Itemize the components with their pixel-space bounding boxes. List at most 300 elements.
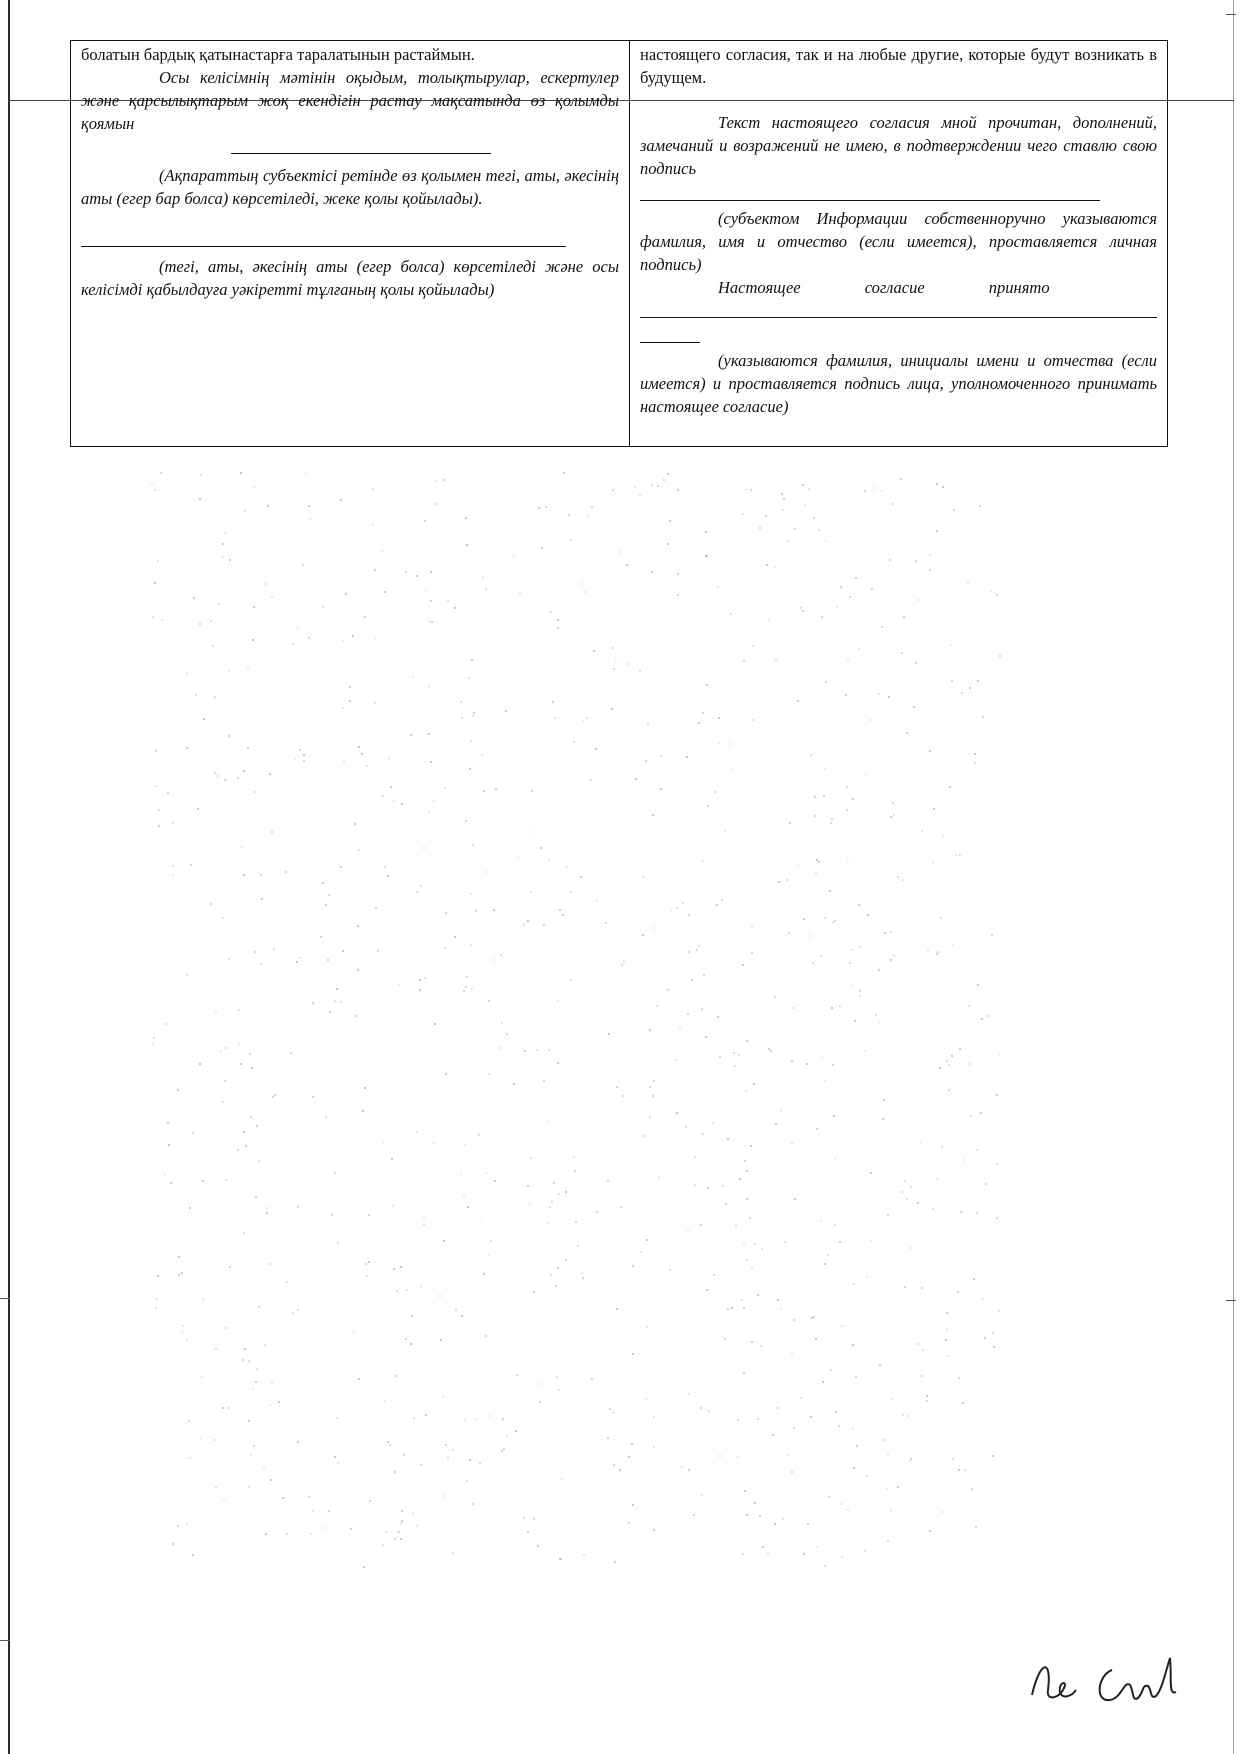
- noise-dot: [242, 1359, 244, 1361]
- noise-dot: [669, 520, 671, 522]
- noise-dot: [960, 1211, 962, 1213]
- noise-dot: [445, 912, 447, 914]
- noise-dot: [853, 1283, 855, 1285]
- noise-dot: [565, 1259, 567, 1261]
- noise-dot: [887, 1214, 889, 1216]
- noise-dot: [488, 1254, 490, 1256]
- noise-dot: [482, 577, 484, 579]
- noise-dot: [587, 516, 589, 518]
- ru-para1: Текст настоящего согласия мной прочитан, дополнений, замечаний и возражений не имею, в подтверждении чего ставлю свою подпись: [640, 113, 1157, 178]
- noise-dot: [530, 891, 532, 893]
- noise-dot: [238, 1009, 240, 1011]
- noise-dot: [460, 701, 462, 703]
- noise-dot: [765, 515, 767, 517]
- noise-dot: [596, 900, 598, 902]
- noise-dot: [308, 505, 310, 507]
- noise-dot: [384, 866, 386, 868]
- noise-dot: [363, 1566, 365, 1568]
- noise-dot: [463, 990, 465, 992]
- noise-dot: [952, 1458, 954, 1460]
- noise-dot: [334, 1172, 336, 1174]
- noise-dot: [186, 974, 188, 976]
- noise-dot: [472, 844, 474, 846]
- noise-dot: [552, 701, 554, 703]
- noise-dot: [254, 791, 256, 793]
- noise-dot: [858, 904, 860, 906]
- noise-dot: [821, 616, 823, 618]
- kz-line1: болатын бардық қатынастарға таралатынын растаймын.: [81, 45, 475, 64]
- noise-dot: [839, 1005, 841, 1007]
- noise-dot: [252, 639, 254, 641]
- noise-dot: [501, 1022, 503, 1024]
- noise-dot: [424, 520, 426, 522]
- noise-dot: [948, 1064, 950, 1066]
- noise-dot: [694, 1184, 696, 1186]
- noise-dot: [357, 925, 359, 927]
- noise-dot: [591, 506, 593, 508]
- noise-dot: [820, 955, 822, 957]
- noise-dot: [461, 717, 463, 719]
- noise-dot: [201, 1376, 203, 1378]
- noise-dot: [157, 1275, 159, 1277]
- noise-dot: [181, 1272, 183, 1274]
- noise-dot: [929, 1530, 931, 1532]
- noise-dot: [495, 788, 497, 790]
- noise-dot: [228, 958, 230, 960]
- scan-edge-left: [8, 0, 10, 1754]
- noise-dot: [649, 1086, 651, 1088]
- noise-dot: [252, 1388, 254, 1390]
- noise-dot: [299, 957, 301, 959]
- noise-dot: [735, 1225, 737, 1227]
- noise-dot: [746, 1040, 748, 1042]
- noise-dot: [878, 693, 880, 695]
- noise-dot: [506, 1033, 508, 1035]
- noise-dot: [485, 871, 487, 873]
- noise-dot: [942, 486, 944, 488]
- noise-dot: [384, 591, 386, 593]
- noise-dot: [423, 1217, 425, 1219]
- noise-dot: [752, 719, 754, 721]
- noise-dot: [256, 1368, 258, 1370]
- noise-dot: [810, 754, 812, 756]
- noise-dot: [547, 1121, 549, 1123]
- noise-dot: [870, 1240, 872, 1242]
- noise-dot: [547, 1222, 549, 1224]
- noise-dot: [391, 1399, 393, 1401]
- noise-dot: [395, 1375, 397, 1377]
- noise-dot: [698, 722, 700, 724]
- noise-dot: [423, 1224, 425, 1226]
- noise-dot: [729, 743, 731, 745]
- noise-dot: [217, 775, 219, 777]
- noise-dot: [940, 917, 942, 919]
- ru-para4: (указываются фамилия, инициалы имени и отчества (если имеется) и проставляется подпись лица, уполномоченного принимать настоящее согласие): [640, 351, 1157, 416]
- noise-dot: [893, 814, 895, 816]
- noise-dot: [847, 660, 849, 662]
- noise-dot: [366, 765, 368, 767]
- noise-dot: [410, 734, 412, 736]
- noise-dot: [420, 1464, 422, 1466]
- noise-dot: [904, 1286, 906, 1288]
- noise-dot: [721, 899, 723, 901]
- noise-dot: [743, 1372, 745, 1374]
- noise-dot: [416, 1525, 418, 1527]
- noise-dot: [724, 1338, 726, 1340]
- kazakh-column: [71, 41, 630, 447]
- noise-dot: [973, 1278, 975, 1280]
- noise-dot: [550, 611, 552, 613]
- noise-dot: [324, 1527, 326, 1529]
- noise-dot: [443, 1495, 445, 1497]
- noise-dot: [240, 472, 242, 474]
- kz-para3: (тегі, аты, әкесінің аты (егер болса) көрсетіледі және осы келісімді қабылдауға уәкіретті тұлғаның қолы қойылады): [81, 257, 619, 299]
- noise-dot: [884, 932, 886, 934]
- noise-dot: [712, 1122, 714, 1124]
- noise-dot: [431, 621, 433, 623]
- noise-dot: [501, 1450, 503, 1452]
- noise-dot: [887, 1454, 889, 1456]
- noise-dot: [766, 564, 768, 566]
- noise-dot: [527, 1185, 529, 1187]
- noise-dot: [466, 544, 468, 546]
- noise-dot: [285, 871, 287, 873]
- noise-dot: [214, 1439, 216, 1441]
- noise-dot: [832, 921, 834, 923]
- noise-dot: [582, 1277, 584, 1279]
- noise-dot: [847, 861, 849, 863]
- noise-dot: [478, 1134, 480, 1136]
- noise-dot: [244, 1348, 246, 1350]
- noise-dot: [494, 1180, 496, 1182]
- noise-dot: [225, 1047, 227, 1049]
- noise-dot: [977, 984, 979, 986]
- noise-dot: [982, 716, 984, 718]
- noise-dot: [210, 620, 212, 622]
- noise-dot: [557, 619, 559, 621]
- noise-dot: [267, 505, 269, 507]
- noise-dot: [273, 948, 275, 950]
- noise-dot: [820, 1220, 822, 1222]
- noise-dot: [832, 1064, 834, 1066]
- noise-dot: [883, 1099, 885, 1101]
- noise-dot: [793, 1427, 795, 1429]
- noise-dot: [986, 1015, 988, 1017]
- noise-dot: [394, 1538, 396, 1540]
- noise-dot: [789, 822, 791, 824]
- noise-dot: [814, 796, 816, 798]
- noise-dot: [926, 1395, 928, 1397]
- noise-dot: [947, 1355, 949, 1357]
- noise-dot: [730, 613, 732, 615]
- noise-dot: [890, 1509, 892, 1511]
- noise-dot: [214, 696, 216, 698]
- noise-dot: [505, 710, 507, 712]
- noise-dot: [337, 1242, 339, 1244]
- noise-dot: [190, 864, 192, 866]
- noise-dot: [465, 986, 467, 988]
- noise-dot: [660, 788, 662, 790]
- noise-dot: [691, 979, 693, 981]
- noise-dot: [635, 778, 637, 780]
- noise-dot: [493, 959, 495, 961]
- noise-dot: [824, 768, 826, 770]
- noise-dot: [468, 677, 470, 679]
- noise-dot: [260, 963, 262, 965]
- noise-dot: [420, 1285, 422, 1287]
- noise-dot: [774, 566, 776, 568]
- noise-dot: [192, 1132, 194, 1134]
- noise-dot: [871, 588, 873, 590]
- noise-dot: [891, 1398, 893, 1400]
- noise-dot: [189, 1457, 191, 1459]
- noise-dot: [784, 1241, 786, 1243]
- noise-dot: [471, 988, 473, 990]
- noise-dot: [385, 1531, 387, 1533]
- noise-dot: [804, 504, 806, 506]
- noise-dot: [312, 1002, 314, 1004]
- noise-dot: [808, 488, 810, 490]
- noise-dot: [782, 509, 784, 511]
- noise-dot: [575, 1221, 577, 1223]
- noise-dot: [717, 586, 719, 588]
- noise-dot: [677, 594, 679, 596]
- noise-dot: [222, 543, 224, 545]
- noise-dot: [881, 490, 883, 492]
- noise-dot: [419, 979, 421, 981]
- noise-dot: [168, 1144, 170, 1146]
- noise-dot: [222, 917, 224, 919]
- noise-dot: [553, 1182, 555, 1184]
- noise-dot: [369, 1500, 371, 1502]
- noise-dot: [653, 1446, 655, 1448]
- noise-dot: [950, 644, 952, 646]
- noise-dot: [203, 718, 205, 720]
- noise-dot: [481, 1220, 483, 1222]
- noise-dot: [768, 619, 770, 621]
- noise-dot: [591, 1378, 593, 1380]
- noise-dot: [195, 694, 197, 696]
- noise-dot: [951, 680, 953, 682]
- noise-dot: [265, 583, 267, 585]
- noise-dot: [652, 814, 654, 816]
- noise-dot: [942, 835, 944, 837]
- noise-dot: [800, 607, 802, 609]
- noise-dot: [193, 597, 195, 599]
- noise-dot: [406, 1289, 408, 1291]
- noise-dot: [761, 1248, 763, 1250]
- noise-dot: [251, 1067, 253, 1069]
- noise-dot: [470, 893, 472, 895]
- ru-accept-line: [640, 301, 1157, 318]
- noise-dot: [382, 795, 384, 797]
- noise-dot: [685, 1126, 687, 1128]
- noise-dot: [152, 616, 154, 618]
- noise-dot: [156, 1298, 158, 1300]
- noise-dot: [731, 1307, 733, 1309]
- noise-dot: [693, 1514, 695, 1516]
- noise-dot: [967, 581, 969, 583]
- noise-dot: [412, 1513, 414, 1515]
- noise-dot: [640, 1251, 642, 1253]
- noise-dot: [632, 1504, 634, 1506]
- noise-dot: [342, 707, 344, 709]
- noise-dot: [248, 1420, 250, 1422]
- noise-dot: [533, 1291, 535, 1293]
- noise-dot: [702, 1133, 704, 1135]
- noise-dot: [746, 1170, 748, 1172]
- noise-dot: [952, 944, 954, 946]
- noise-dot: [412, 676, 414, 678]
- noise-dot: [466, 1480, 468, 1482]
- noise-dot: [653, 1080, 655, 1082]
- noise-dot: [334, 1456, 336, 1458]
- noise-dot: [554, 717, 556, 719]
- noise-dot: [549, 1206, 551, 1208]
- noise-dot: [467, 1206, 469, 1208]
- noise-dot: [537, 1383, 539, 1385]
- noise-dot: [527, 920, 529, 922]
- noise-dot: [980, 1112, 982, 1114]
- noise-dot: [889, 559, 891, 561]
- noise-dot: [910, 1186, 912, 1188]
- noise-dot: [897, 876, 899, 878]
- noise-dot: [220, 1050, 222, 1052]
- noise-dot: [290, 1052, 292, 1054]
- noise-dot: [628, 1522, 630, 1524]
- noise-dot: [852, 1344, 854, 1346]
- noise-dot: [841, 1325, 843, 1327]
- noise-dot: [570, 891, 572, 893]
- noise-dot: [671, 1239, 673, 1241]
- noise-dot: [858, 648, 860, 650]
- noise-dot: [882, 1439, 884, 1441]
- noise-dot: [247, 747, 249, 749]
- noise-dot: [401, 803, 403, 805]
- noise-dot: [762, 1546, 764, 1548]
- noise-dot: [297, 1206, 299, 1208]
- noise-dot: [948, 1089, 950, 1091]
- noise-dot: [394, 1471, 396, 1473]
- noise-dot: [186, 747, 188, 749]
- noise-dot: [613, 1464, 615, 1466]
- noise-dot: [178, 1256, 180, 1258]
- noise-dot: [215, 1348, 217, 1350]
- noise-dot: [405, 1338, 407, 1340]
- handwritten-signature: [1020, 1640, 1190, 1720]
- noise-dot: [400, 1266, 402, 1268]
- noise-dot: [657, 485, 659, 487]
- noise-dot: [788, 932, 790, 934]
- noise-dot: [445, 1073, 447, 1075]
- noise-dot: [615, 661, 617, 663]
- noise-dot: [271, 596, 273, 598]
- noise-dot: [270, 1479, 272, 1481]
- noise-dot: [945, 1339, 947, 1341]
- noise-dot: [840, 1503, 842, 1505]
- noise-dot: [959, 854, 961, 856]
- noise-dot: [513, 1083, 515, 1085]
- noise-dot: [286, 1533, 288, 1535]
- noise-dot: [853, 1467, 855, 1469]
- kz-para1: Осы келісімнің мәтінін оқыдым, толықтырулар, ескертулер және қарсылықтарым жоқ екендігін растау мақсатында өз қолымды қоямын: [81, 68, 619, 133]
- noise-dot: [821, 1057, 823, 1059]
- noise-dot: [372, 524, 374, 526]
- noise-dot: [282, 1497, 284, 1499]
- noise-dot: [177, 1525, 179, 1527]
- noise-dot: [976, 1149, 978, 1151]
- noise-dot: [878, 969, 880, 971]
- noise-dot: [888, 696, 890, 698]
- noise-dot: [353, 1331, 355, 1333]
- noise-dot: [841, 1556, 843, 1558]
- noise-dot: [744, 1490, 746, 1492]
- noise-dot: [616, 1308, 618, 1310]
- noise-dot: [485, 1172, 487, 1174]
- ru-para3: Настоящее согласие принято: [718, 278, 1050, 297]
- noise-dot: [626, 564, 628, 566]
- noise-dot: [902, 1414, 904, 1416]
- noise-dot: [846, 786, 848, 788]
- noise-dot: [411, 1315, 413, 1317]
- noise-dot: [322, 606, 324, 608]
- noise-dot: [900, 478, 902, 480]
- noise-dot: [639, 670, 641, 672]
- noise-dot: [473, 712, 475, 714]
- noise-dot: [958, 1377, 960, 1379]
- noise-dot: [229, 559, 231, 561]
- noise-dot: [410, 1343, 412, 1345]
- noise-dot: [917, 1202, 919, 1204]
- noise-dot: [904, 1180, 906, 1182]
- noise-dot: [254, 951, 256, 953]
- noise-dot: [322, 882, 324, 884]
- noise-dot: [770, 1050, 772, 1052]
- noise-dot: [818, 861, 820, 863]
- noise-dot: [813, 1316, 815, 1318]
- noise-dot: [199, 498, 201, 500]
- noise-dot: [906, 1198, 908, 1200]
- noise-dot: [793, 1319, 795, 1321]
- noise-dot: [223, 1498, 225, 1500]
- noise-dot: [434, 1023, 436, 1025]
- noise-dot: [258, 1160, 260, 1162]
- noise-dot: [706, 684, 708, 686]
- noise-dot: [962, 1402, 964, 1404]
- noise-dot: [228, 670, 230, 672]
- noise-dot: [921, 830, 923, 832]
- noise-dot: [255, 1196, 257, 1198]
- noise-dot: [214, 772, 216, 774]
- noise-dot: [714, 791, 716, 793]
- noise-dot: [927, 950, 929, 952]
- noise-dot: [957, 1291, 959, 1293]
- noise-dot: [881, 626, 883, 628]
- noise-dot: [200, 474, 202, 476]
- noise-dot: [906, 732, 908, 734]
- noise-dot: [658, 1177, 660, 1179]
- noise-dot: [679, 1028, 681, 1030]
- noise-dot: [299, 749, 301, 751]
- noise-dot: [676, 1112, 678, 1114]
- noise-dot: [550, 1274, 552, 1276]
- noise-dot: [831, 818, 833, 820]
- noise-dot: [580, 876, 582, 878]
- noise-dot: [791, 1353, 793, 1355]
- noise-dot: [921, 1287, 923, 1289]
- noise-dot: [835, 1411, 837, 1413]
- noise-dot: [936, 953, 938, 955]
